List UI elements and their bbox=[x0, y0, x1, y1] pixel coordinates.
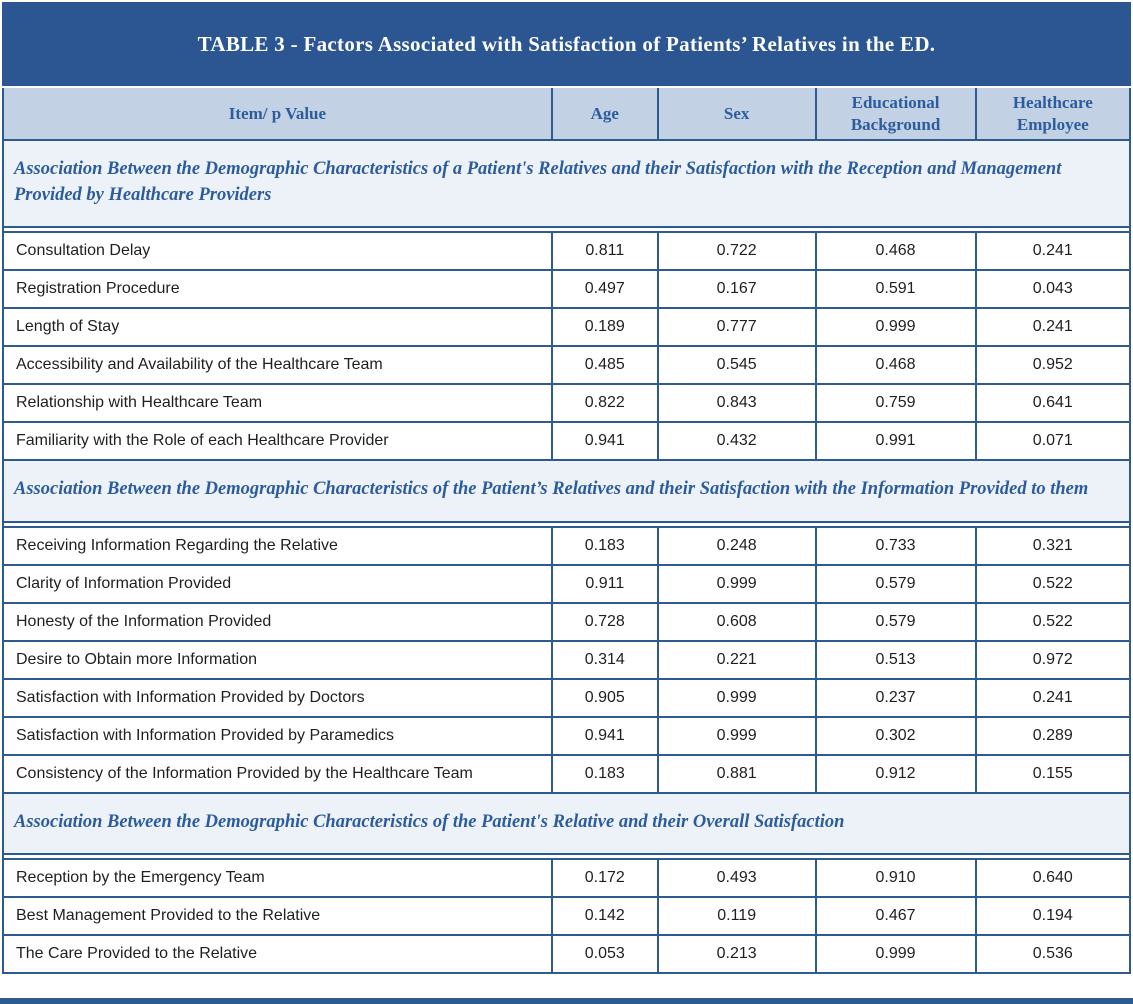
p-value-cell: 0.999 bbox=[658, 717, 816, 755]
p-value-cell: 0.905 bbox=[552, 679, 658, 717]
p-value-cell: 0.972 bbox=[976, 641, 1130, 679]
p-value-cell: 0.822 bbox=[552, 384, 658, 422]
table-row bbox=[3, 565, 1130, 603]
p-value-cell: 0.522 bbox=[976, 603, 1130, 641]
p-value-cell: 0.248 bbox=[658, 527, 816, 565]
p-value-cell: 0.183 bbox=[552, 527, 658, 565]
table-row bbox=[3, 897, 1130, 935]
table-title: TABLE 3 - Factors Associated with Satisfaction of Patients’ Relatives in the ED. bbox=[197, 31, 936, 56]
p-value-cell: 0.608 bbox=[658, 603, 816, 641]
p-value-cell: 0.999 bbox=[658, 565, 816, 603]
row-label: Consistency of the Information Provided by the Healthcare Team bbox=[3, 755, 552, 793]
p-value-cell: 0.999 bbox=[658, 679, 816, 717]
p-value-cell: 0.497 bbox=[552, 270, 658, 308]
p-value-cell: 0.910 bbox=[816, 859, 976, 897]
row-label: Satisfaction with Information Provided by Paramedics bbox=[3, 717, 552, 755]
table-row bbox=[3, 935, 1130, 973]
section-row bbox=[3, 140, 1130, 227]
p-value-cell: 0.432 bbox=[658, 422, 816, 460]
p-value-cell: 0.579 bbox=[816, 603, 976, 641]
section-heading: Association Between the Demographic Characteristics of the Patient's Relative and their Overall Satisfaction bbox=[3, 793, 1130, 855]
row-label: Satisfaction with Information Provided by Doctors bbox=[3, 679, 552, 717]
p-value-cell: 0.189 bbox=[552, 308, 658, 346]
p-value-cell: 0.640 bbox=[976, 859, 1130, 897]
p-value-cell: 0.641 bbox=[976, 384, 1130, 422]
p-value-cell: 0.999 bbox=[816, 308, 976, 346]
p-value-cell: 0.172 bbox=[552, 859, 658, 897]
p-value-cell: 0.881 bbox=[658, 755, 816, 793]
p-value-cell: 0.722 bbox=[658, 232, 816, 270]
table-body bbox=[3, 140, 1130, 973]
p-value-cell: 0.843 bbox=[658, 384, 816, 422]
table-row bbox=[3, 232, 1130, 270]
row-label: Receiving Information Regarding the Relative bbox=[3, 527, 552, 565]
p-value-cell: 0.213 bbox=[658, 935, 816, 973]
p-value-cell: 0.911 bbox=[552, 565, 658, 603]
column-header-educational-background: Educational Background bbox=[816, 88, 976, 140]
row-label: Consultation Delay bbox=[3, 232, 552, 270]
table-row bbox=[3, 308, 1130, 346]
row-label: Honesty of the Information Provided bbox=[3, 603, 552, 641]
p-value-cell: 0.167 bbox=[658, 270, 816, 308]
column-header-age: Age bbox=[552, 88, 658, 140]
table-header-row bbox=[3, 88, 1130, 140]
p-value-cell: 0.183 bbox=[552, 755, 658, 793]
p-value-cell: 0.155 bbox=[976, 755, 1130, 793]
p-value-cell: 0.999 bbox=[816, 935, 976, 973]
p-value-cell: 0.241 bbox=[976, 679, 1130, 717]
table-row bbox=[3, 603, 1130, 641]
row-label: Accessibility and Availability of the Healthcare Team bbox=[3, 346, 552, 384]
table-row bbox=[3, 755, 1130, 793]
p-value-cell: 0.952 bbox=[976, 346, 1130, 384]
row-label: Registration Procedure bbox=[3, 270, 552, 308]
p-value-cell: 0.142 bbox=[552, 897, 658, 935]
column-header-item-p-value: Item/ p Value bbox=[3, 88, 552, 140]
p-value-cell: 0.733 bbox=[816, 527, 976, 565]
row-label: Reception by the Emergency Team bbox=[3, 859, 552, 897]
p-value-cell: 0.053 bbox=[552, 935, 658, 973]
p-value-cell: 0.467 bbox=[816, 897, 976, 935]
p-value-cell: 0.321 bbox=[976, 527, 1130, 565]
row-label: Familiarity with the Role of each Healthcare Provider bbox=[3, 422, 552, 460]
row-label: Desire to Obtain more Information bbox=[3, 641, 552, 679]
p-value-cell: 0.241 bbox=[976, 308, 1130, 346]
p-value-cell: 0.579 bbox=[816, 565, 976, 603]
p-value-cell: 0.241 bbox=[976, 232, 1130, 270]
p-value-cell: 0.912 bbox=[816, 755, 976, 793]
p-value-cell: 0.777 bbox=[658, 308, 816, 346]
p-value-cell: 0.728 bbox=[552, 603, 658, 641]
p-value-cell: 0.119 bbox=[658, 897, 816, 935]
p-value-cell: 0.485 bbox=[552, 346, 658, 384]
p-value-cell: 0.759 bbox=[816, 384, 976, 422]
p-value-cell: 0.522 bbox=[976, 565, 1130, 603]
table-row bbox=[3, 527, 1130, 565]
p-value-cell: 0.289 bbox=[976, 717, 1130, 755]
table-row bbox=[3, 346, 1130, 384]
table-row bbox=[3, 641, 1130, 679]
p-value-cell: 0.941 bbox=[552, 422, 658, 460]
factors-table bbox=[2, 88, 1131, 974]
section-heading: Association Between the Demographic Characteristics of the Patient’s Relatives and their Satisfaction with the Information Provided to them bbox=[3, 460, 1130, 522]
p-value-cell: 0.221 bbox=[658, 641, 816, 679]
p-value-cell: 0.468 bbox=[816, 346, 976, 384]
section-row bbox=[3, 793, 1130, 855]
p-value-cell: 0.545 bbox=[658, 346, 816, 384]
p-value-cell: 0.194 bbox=[976, 897, 1130, 935]
table-bottom-border bbox=[0, 998, 1133, 1004]
row-label: Clarity of Information Provided bbox=[3, 565, 552, 603]
column-header-sex: Sex bbox=[658, 88, 816, 140]
table-row bbox=[3, 422, 1130, 460]
column-header-healthcare-employee: Healthcare Employee bbox=[976, 88, 1130, 140]
p-value-cell: 0.513 bbox=[816, 641, 976, 679]
table-row bbox=[3, 859, 1130, 897]
table-row bbox=[3, 717, 1130, 755]
row-label: Best Management Provided to the Relative bbox=[3, 897, 552, 935]
row-label: Relationship with Healthcare Team bbox=[3, 384, 552, 422]
section-row bbox=[3, 460, 1130, 522]
table-row bbox=[3, 384, 1130, 422]
p-value-cell: 0.991 bbox=[816, 422, 976, 460]
row-label: The Care Provided to the Relative bbox=[3, 935, 552, 973]
p-value-cell: 0.043 bbox=[976, 270, 1130, 308]
row-label: Length of Stay bbox=[3, 308, 552, 346]
section-heading: Association Between the Demographic Characteristics of a Patient's Relatives and their Satisfaction with the Reception and Management Provided by Healthcare Providers bbox=[3, 140, 1130, 227]
p-value-cell: 0.302 bbox=[816, 717, 976, 755]
p-value-cell: 0.237 bbox=[816, 679, 976, 717]
table-row bbox=[3, 679, 1130, 717]
table-row bbox=[3, 270, 1130, 308]
p-value-cell: 0.941 bbox=[552, 717, 658, 755]
p-value-cell: 0.314 bbox=[552, 641, 658, 679]
p-value-cell: 0.591 bbox=[816, 270, 976, 308]
p-value-cell: 0.493 bbox=[658, 859, 816, 897]
p-value-cell: 0.811 bbox=[552, 232, 658, 270]
p-value-cell: 0.071 bbox=[976, 422, 1130, 460]
p-value-cell: 0.536 bbox=[976, 935, 1130, 973]
p-value-cell: 0.468 bbox=[816, 232, 976, 270]
table-title-bar bbox=[2, 2, 1131, 86]
